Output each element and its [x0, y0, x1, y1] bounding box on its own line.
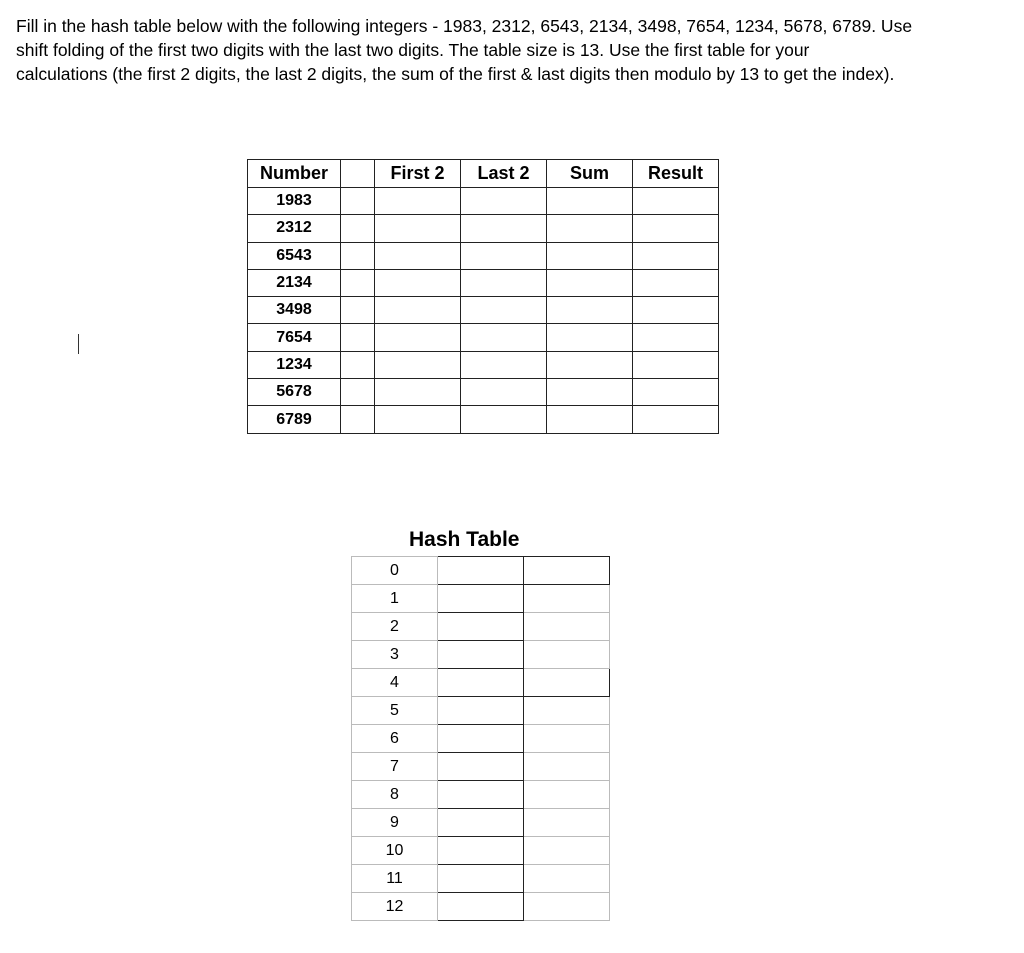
hash-row [352, 837, 610, 865]
header-sum: Sum [547, 160, 633, 188]
instructions [16, 14, 1006, 86]
hash-slot[interactable] [438, 837, 524, 865]
result-cell[interactable] [633, 269, 719, 296]
hash-row [352, 781, 610, 809]
spacer-cell [341, 324, 375, 351]
first-2-cell[interactable] [375, 242, 461, 269]
spacer-cell [341, 297, 375, 324]
hash-slot-secondary[interactable] [524, 557, 610, 585]
first-2-cell[interactable] [375, 215, 461, 242]
first-2-cell[interactable] [375, 269, 461, 296]
hash-slot-secondary[interactable] [524, 893, 610, 921]
hash-slot[interactable] [438, 613, 524, 641]
last-2-cell[interactable] [461, 215, 547, 242]
hash-slot[interactable] [438, 697, 524, 725]
hash-slot[interactable] [438, 725, 524, 753]
header-number: Number [248, 160, 341, 188]
hash-index: 4 [352, 669, 438, 697]
last-2-cell[interactable] [461, 351, 547, 378]
hash-index: 7 [352, 753, 438, 781]
hash-slot[interactable] [438, 753, 524, 781]
sum-cell[interactable] [547, 406, 633, 433]
hash-slot[interactable] [438, 557, 524, 585]
hash-index: 12 [352, 893, 438, 921]
last-2-cell[interactable] [461, 269, 547, 296]
hash-slot[interactable] [438, 669, 524, 697]
instructions-line-3: calculations (the first 2 digits, the last 2 digits, the sum of the first & last digits then modulo by 13 to get the index). [16, 64, 895, 84]
table-row [248, 269, 719, 296]
header-last-2: Last 2 [461, 160, 547, 188]
hash-row [352, 865, 610, 893]
spacer-cell [341, 379, 375, 406]
result-cell[interactable] [633, 351, 719, 378]
result-cell[interactable] [633, 324, 719, 351]
sum-cell[interactable] [547, 351, 633, 378]
spacer-cell [341, 406, 375, 433]
hash-index: 2 [352, 613, 438, 641]
hash-slot-secondary[interactable] [524, 697, 610, 725]
spacer-cell [341, 269, 375, 296]
hash-table [351, 556, 610, 921]
instructions-line-1: Fill in the hash table below with the following integers - 1983, 2312, 6543, 2134, 3498, 7654, 1234, 5678, 6789. Use [16, 16, 913, 36]
table-row [248, 324, 719, 351]
hash-slot[interactable] [438, 865, 524, 893]
hash-slot[interactable] [438, 641, 524, 669]
header-first-2: First 2 [375, 160, 461, 188]
hash-index: 0 [352, 557, 438, 585]
hash-row [352, 809, 610, 837]
hash-slot-secondary[interactable] [524, 809, 610, 837]
hash-slot-secondary[interactable] [524, 725, 610, 753]
sum-cell[interactable] [547, 297, 633, 324]
table-row [248, 297, 719, 324]
number-cell: 2312 [248, 215, 341, 242]
last-2-cell[interactable] [461, 297, 547, 324]
spacer-cell [341, 242, 375, 269]
result-cell[interactable] [633, 242, 719, 269]
number-cell: 6789 [248, 406, 341, 433]
spacer-cell [341, 351, 375, 378]
hash-slot-secondary[interactable] [524, 669, 610, 697]
hash-row [352, 669, 610, 697]
hash-slot-secondary[interactable] [524, 781, 610, 809]
hash-index: 1 [352, 585, 438, 613]
hash-index: 10 [352, 837, 438, 865]
hash-slot-secondary[interactable] [524, 585, 610, 613]
hash-slot-secondary[interactable] [524, 837, 610, 865]
sum-cell[interactable] [547, 379, 633, 406]
hash-row [352, 613, 610, 641]
sum-cell[interactable] [547, 269, 633, 296]
hash-index: 6 [352, 725, 438, 753]
hash-slot-secondary[interactable] [524, 613, 610, 641]
hash-slot[interactable] [438, 809, 524, 837]
hash-slot-secondary[interactable] [524, 865, 610, 893]
result-cell[interactable] [633, 379, 719, 406]
number-cell: 2134 [248, 269, 341, 296]
hash-slot[interactable] [438, 893, 524, 921]
result-cell[interactable] [633, 215, 719, 242]
spacer-cell [341, 215, 375, 242]
hash-row [352, 585, 610, 613]
last-2-cell[interactable] [461, 188, 547, 215]
instructions-line-2: shift folding of the first two digits with the last two digits. The table size is 13. Use the first table for your [16, 40, 810, 60]
hash-row [352, 753, 610, 781]
first-2-cell[interactable] [375, 188, 461, 215]
sum-cell[interactable] [547, 215, 633, 242]
number-cell: 7654 [248, 324, 341, 351]
calc-header-row [248, 160, 719, 188]
hash-row [352, 893, 610, 921]
hash-slot-secondary[interactable] [524, 641, 610, 669]
first-2-cell[interactable] [375, 324, 461, 351]
first-2-cell[interactable] [375, 297, 461, 324]
hash-index: 5 [352, 697, 438, 725]
header-spacer [341, 160, 375, 188]
first-2-cell[interactable] [375, 351, 461, 378]
table-row [248, 242, 719, 269]
hash-slot[interactable] [438, 585, 524, 613]
hash-slot[interactable] [438, 781, 524, 809]
table-row [248, 215, 719, 242]
hash-table-title: Hash Table [409, 528, 520, 551]
hash-index: 11 [352, 865, 438, 893]
hash-index: 9 [352, 809, 438, 837]
table-row [248, 351, 719, 378]
sum-cell[interactable] [547, 324, 633, 351]
calculation-table [247, 159, 719, 434]
number-cell: 6543 [248, 242, 341, 269]
hash-row [352, 557, 610, 585]
last-2-cell[interactable] [461, 379, 547, 406]
number-cell: 1983 [248, 188, 341, 215]
sum-cell[interactable] [547, 188, 633, 215]
result-cell[interactable] [633, 406, 719, 433]
number-cell: 3498 [248, 297, 341, 324]
hash-row [352, 641, 610, 669]
hash-row [352, 697, 610, 725]
table-row [248, 379, 719, 406]
table-row [248, 188, 719, 215]
result-cell[interactable] [633, 297, 719, 324]
result-cell[interactable] [633, 188, 719, 215]
table-row [248, 406, 719, 433]
number-cell: 1234 [248, 351, 341, 378]
hash-index: 3 [352, 641, 438, 669]
hash-index: 8 [352, 781, 438, 809]
number-cell: 5678 [248, 379, 341, 406]
hash-row [352, 725, 610, 753]
last-2-cell[interactable] [461, 406, 547, 433]
header-result: Result [633, 160, 719, 188]
first-2-cell[interactable] [375, 379, 461, 406]
hash-slot-secondary[interactable] [524, 753, 610, 781]
first-2-cell[interactable] [375, 406, 461, 433]
sum-cell[interactable] [547, 242, 633, 269]
last-2-cell[interactable] [461, 324, 547, 351]
last-2-cell[interactable] [461, 242, 547, 269]
spacer-cell [341, 188, 375, 215]
text-cursor [78, 334, 79, 354]
